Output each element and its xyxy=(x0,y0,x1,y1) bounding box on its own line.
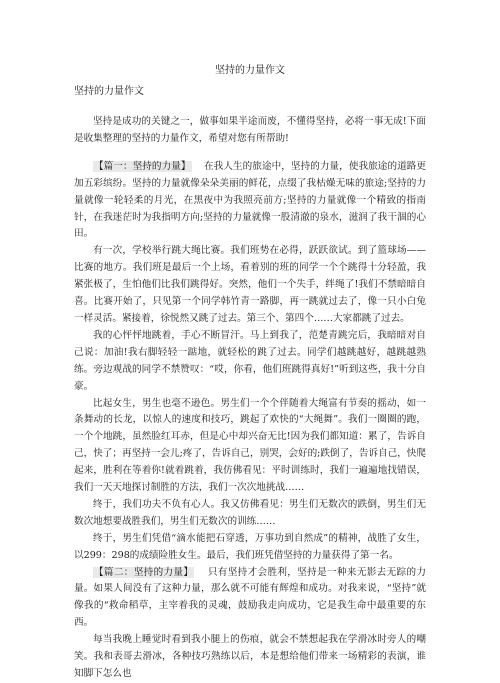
paragraph-text: 终于，男生们凭借“滴水能把石穿透，万事功到自然成”的精神，战胜了女生，以299：298的成绩险胜女生。最后，我们班凭借坚持的力量获得了第一名。 xyxy=(74,532,426,561)
section-one-heading: 【篇一：坚持的力量】 xyxy=(94,160,191,172)
paragraph-text: 终于，我们功夫不负有心人。我又仿佛看见：男生们无数次的跌倒，男生们无数次地想要战胜我们，男生们无数次的训练…… xyxy=(74,498,426,527)
paragraph-text: 坚持是成功的关键之一，做事如果半途而废，不懂得坚持，必将一事无成!下面是收集整理的坚持的力量作文，希望对您有所帮助! xyxy=(74,116,426,144)
body-paragraph xyxy=(74,531,426,565)
paragraph-text: 每当我晚上睡觉时看到我小腿上的伤痕，就会不禁想起我在学滑冰时旁人的嘲笑。我和表哥去滑冰，各种技巧熟练以后，本是想给他们带来一场精彩的表演，谁知脚下怎么也 xyxy=(74,634,426,679)
body-paragraph xyxy=(74,497,426,531)
document-title: 坚持的力量作文 xyxy=(215,65,285,76)
intro-paragraph xyxy=(74,114,426,148)
paragraph-text: 我的心怦怦地跳着，手心不断冒汗。马上到我了，范楚青跳完后，我暗暗对自己说：加油!我右脚轻轻一踮地，就轻松的跳了过去。同学们越跳越好，越跳越熟练。旁边观战的同学不禁赞叹：“哎，你看，他们班跳得真好!”听到这些，我十分自豪。 xyxy=(74,329,426,392)
paragraph-text: 只有坚持才会胜利，坚持是一种来无影去无踪的力量。如果人间没有了这种力量，那么就不可能有辉煌和成功。对我来说，“坚持”就像我的“救命稻草，主宰着我的灵魂，鼓励我走向成功，它是我生命中最重要的东西。 xyxy=(74,566,426,629)
section-two-heading: 【篇二：坚持的力量】 xyxy=(94,566,194,578)
document-body xyxy=(74,114,426,683)
section-one-paragraph xyxy=(74,159,426,244)
body-paragraph xyxy=(74,243,426,328)
body-paragraph xyxy=(74,632,426,683)
section-two-paragraph xyxy=(74,565,426,633)
paragraph-text: 在我人生的旅途中，坚持的力量，使我旅途的道路更加五彩缤纷。坚持的力量就像朵朵美丽的鲜花，点缀了我枯燥无味的旅途;坚持的力量就像一轮轻柔的月光，在黑夜中为我照亮前方;坚持的力量就像一个精致的指南针，在我迷茫时为我指明方向;坚持的力量就像一股清澈的泉水，滋润了我干涸的心田。 xyxy=(74,160,427,240)
body-paragraph xyxy=(74,396,426,497)
paragraph-text: 比起女生，男生也毫不逊色。男生们一个个伴随着大绳富有节奏的摇动，如一条舞动的长龙，以惊人的速度和技巧，跳起了欢快的“大绳舞”。我们一圈圈的跑，一个个地跳，虽然脸红耳赤，但是心中却兴奋无比!因为我们都知道：累了，告诉自己，快了；再坚持一会儿;疼了，告诉自己，别哭，会好的;跌倒了，告诉自己，快爬起来，胜利在等着你!就着跳着，我仿佛看见：平时训练时，我们一遍遍地找错误，我们一天天地探讨制胜的方法，我们一次次地挑战…… xyxy=(74,397,426,494)
body-paragraph xyxy=(74,328,426,396)
document-subtitle: 坚持的力量作文 xyxy=(74,86,144,97)
paragraph-text: 有一次，学校举行跳大绳比赛。我们班势在必得，跃跃欲试。到了篮球场——比赛的地方。我们班是最后一个上场，看着别的班的同学一个个跳得十分轻盈，我紧张极了，生怕他们比我们跳得好。突然，他们一个失手，绊绳了!我们不禁暗暗自喜。比赛开始了，只见第一个同学韩竹青一路脚，再一跳就过去了，像一只小白兔一样灵活。紧接着，徐悦然又跳了过去。第三个、第四个……大家都跳了过去。 xyxy=(74,245,426,324)
